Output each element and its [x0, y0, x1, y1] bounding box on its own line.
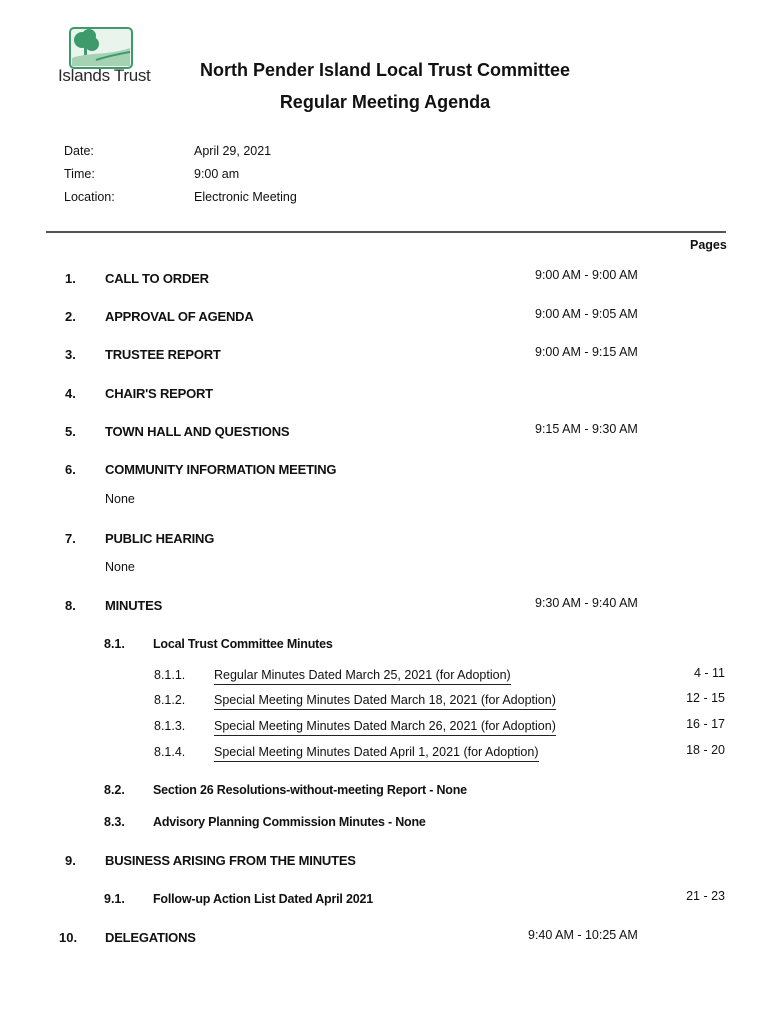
- item-heading-minutes: MINUTES: [105, 598, 163, 613]
- item-heading-trustee-report: TRUSTEE REPORT: [105, 347, 221, 362]
- logo-text: Islands Trust: [58, 66, 151, 85]
- sub-item-number: 8.2.: [104, 783, 125, 797]
- sub-item-number: 9.1.: [104, 892, 125, 906]
- time-value: 9:00 am: [194, 167, 240, 181]
- document-subtitle: Regular Meeting Agenda: [279, 92, 491, 112]
- date-value: April 29, 2021: [194, 144, 272, 158]
- document-link[interactable]: Special Meeting Minutes Dated April 1, 2021 (for Adoption): [214, 745, 539, 762]
- item-heading-business-arising: BUSINESS ARISING FROM THE MINUTES: [105, 853, 356, 868]
- document-link[interactable]: Special Meeting Minutes Dated March 26, 2021 (for Adoption): [214, 719, 556, 736]
- document-pages: 4 - 11: [693, 666, 725, 680]
- document-link[interactable]: Regular Minutes Dated March 25, 2021 (for Adoption): [214, 668, 511, 685]
- item-number: 10.: [59, 930, 78, 945]
- sub-item-title: Follow-up Action List Dated April 2021: [153, 892, 373, 906]
- item-number: 6.: [65, 462, 76, 477]
- item-time: 9:00 AM - 9:00 AM: [535, 268, 638, 282]
- document-number: 8.1.2.: [154, 693, 186, 707]
- item-time: 9:40 AM - 10:25 AM: [528, 928, 638, 942]
- document-link[interactable]: Special Meeting Minutes Dated March 18, 2021 (for Adoption): [214, 693, 556, 710]
- document-number: 8.1.4.: [154, 745, 186, 759]
- item-heading-chairs-report: CHAIR'S REPORT: [105, 386, 213, 401]
- sub-item-title: Local Trust Committee Minutes: [153, 637, 333, 651]
- date-label: Date:: [64, 144, 94, 158]
- item-note: None: [105, 560, 135, 574]
- item-note: None: [105, 492, 135, 506]
- document-pages: 12 - 15: [686, 691, 725, 705]
- document-pages: 21 - 23: [686, 889, 725, 903]
- item-heading-public-hearing: PUBLIC HEARING: [105, 531, 215, 546]
- document-number: 8.1.1.: [154, 668, 186, 682]
- document-pages: 18 - 20: [686, 743, 725, 757]
- item-time: 9:00 AM - 9:05 AM: [535, 307, 638, 321]
- item-number: 5.: [65, 424, 76, 439]
- sub-item-title: Advisory Planning Commission Minutes - None: [153, 815, 426, 829]
- item-heading-community-information-meeting: COMMUNITY INFORMATION MEETING: [105, 462, 337, 477]
- location-value: Electronic Meeting: [194, 190, 297, 204]
- sub-item-number: 8.3.: [104, 815, 125, 829]
- sub-item-title: Section 26 Resolutions-without-meeting Report - None: [153, 783, 467, 797]
- document-title: North Pender Island Local Trust Committee: [199, 60, 571, 80]
- location-label: Location:: [64, 190, 115, 204]
- item-number: 8.: [65, 598, 76, 613]
- item-time: 9:15 AM - 9:30 AM: [535, 422, 638, 436]
- document-pages: 16 - 17: [686, 717, 725, 731]
- item-time: 9:30 AM - 9:40 AM: [535, 596, 638, 610]
- pages-column-header: Pages: [690, 238, 727, 252]
- header-divider: [46, 231, 726, 233]
- item-number: 7.: [65, 531, 76, 546]
- item-number: 2.: [65, 309, 76, 324]
- item-number: 3.: [65, 347, 76, 362]
- item-time: 9:00 AM - 9:15 AM: [535, 345, 638, 359]
- time-label: Time:: [64, 167, 95, 181]
- item-number: 4.: [65, 386, 76, 401]
- item-number: 1.: [65, 271, 76, 286]
- item-heading-approval-of-agenda: APPROVAL OF AGENDA: [105, 309, 254, 324]
- item-number: 9.: [65, 853, 76, 868]
- item-heading-delegations: DELEGATIONS: [105, 930, 196, 945]
- item-heading-town-hall: TOWN HALL AND QUESTIONS: [105, 424, 290, 439]
- sub-item-number: 8.1.: [104, 637, 125, 651]
- item-heading-call-to-order: CALL TO ORDER: [105, 271, 209, 286]
- document-number: 8.1.3.: [154, 719, 186, 733]
